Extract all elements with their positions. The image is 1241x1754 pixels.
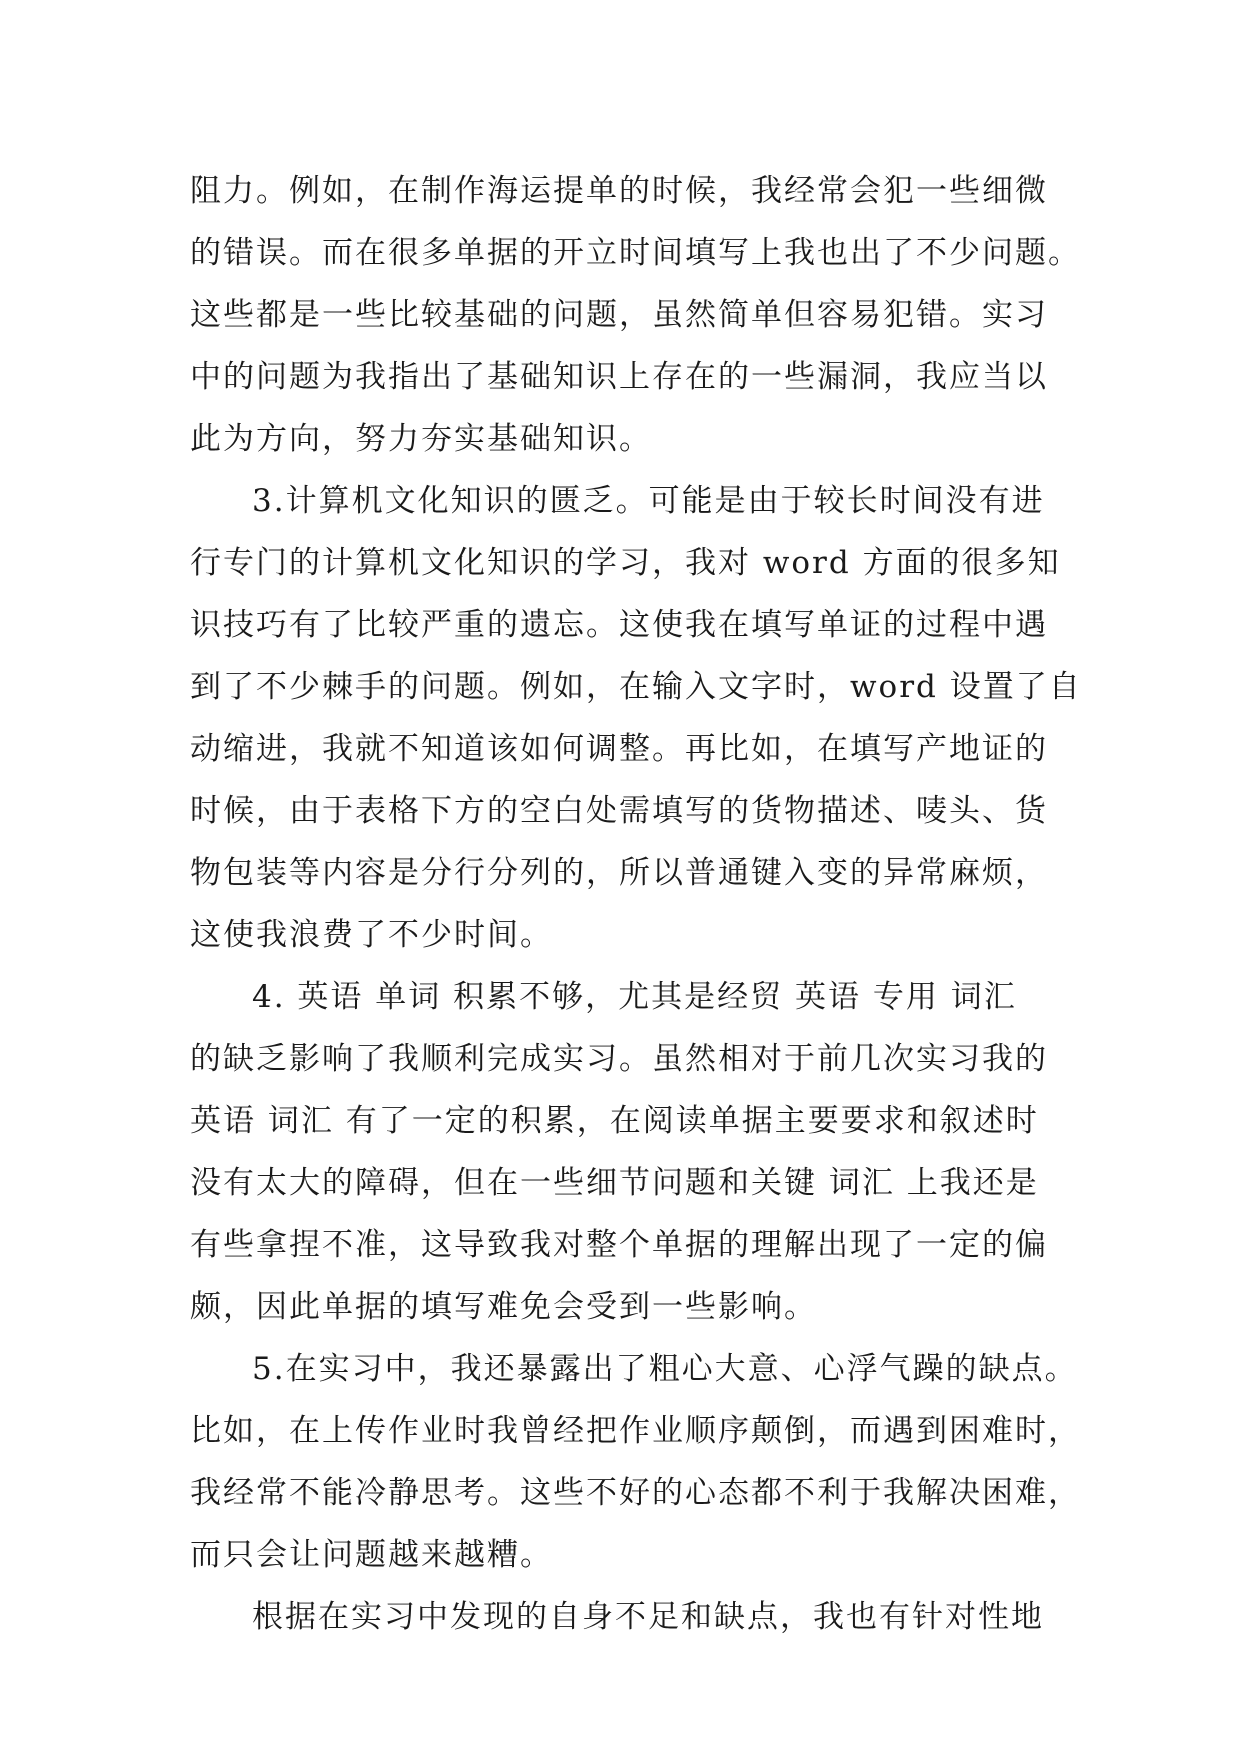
text-line: 这些都是一些比较基础的问题，虽然简单但容易犯错。实习 [190,297,1048,333]
text-line: 我经常不能冷静思考。这些不好的心态都不利于我解决困难， [190,1475,1081,1511]
text-line: 这使我浪费了不少时间。 [190,917,553,953]
text-line: 阻力。例如，在制作海运提单的时候，我经常会犯一些细微 [190,173,1048,209]
document-body [190,160,1082,1648]
text-line: 物包装等内容是分行分列的，所以普通键入变的异常麻烦， [190,855,1048,891]
paragraph-start-line: 4. 英语 单词 积累不够，尤其是经贸 英语 专用 词汇 [252,979,1017,1015]
text-line: 而只会让问题越来越糟。 [190,1537,553,1573]
text-line: 英语 词汇 有了一定的积累，在阅读单据主要要求和叙述时 [190,1103,1039,1139]
paragraph-start-line: 3.计算机文化知识的匮乏。可能是由于较长时间没有进 [252,483,1045,519]
paragraph-start-line: 根据在实习中发现的自身不足和缺点，我也有针对性地 [252,1599,1044,1635]
text-line: 没有太大的障碍，但在一些细节问题和关键 词汇 上我还是 [190,1165,1039,1201]
text-line: 动缩进，我就不知道该如何调整。再比如，在填写产地证的 [190,731,1048,767]
text-line: 的错误。而在很多单据的开立时间填写上我也出了不少问题。 [190,235,1081,271]
text-line: 中的问题为我指出了基础知识上存在的一些漏洞，我应当以 [190,359,1048,395]
text-line: 有些拿捏不准，这导致我对整个单据的理解出现了一定的偏 [190,1227,1048,1263]
text-line: 此为方向，努力夯实基础知识。 [190,421,652,457]
text-line: 时候，由于表格下方的空白处需填写的货物描述、唛头、货 [190,793,1048,829]
text-line: 识技巧有了比较严重的遗忘。这使我在填写单证的过程中遇 [190,607,1048,643]
paragraph-start-line: 5.在实习中，我还暴露出了粗心大意、心浮气躁的缺点。 [252,1351,1078,1387]
text-line: 的缺乏影响了我顺利完成实习。虽然相对于前几次实习我的 [190,1041,1048,1077]
text-line: 行专门的计算机文化知识的学习，我对 word 方面的很多知 [190,545,1061,581]
text-line: 颇，因此单据的填写难免会受到一些影响。 [190,1289,817,1325]
text-line: 到了不少棘手的问题。例如，在输入文字时，word 设置了自 [190,669,1082,705]
text-line: 比如，在上传作业时我曾经把作业顺序颠倒，而遇到困难时， [190,1413,1081,1449]
